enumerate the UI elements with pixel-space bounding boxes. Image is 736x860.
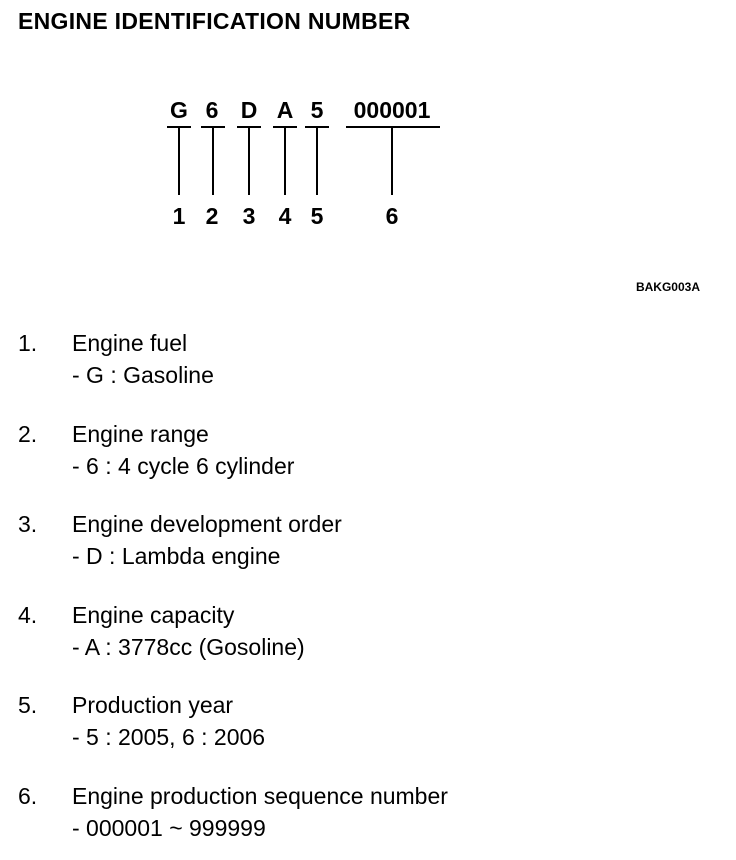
code-char-fuel: G [170, 97, 188, 123]
position-number: 1 [172, 203, 186, 229]
item-description: - 5 : 2005, 6 : 2006 [72, 724, 266, 750]
position-number: 3 [242, 203, 256, 229]
item-label: Engine capacity [72, 602, 235, 628]
connector-line [248, 127, 250, 195]
item-description: - 000001 ~ 999999 [72, 815, 266, 841]
code-char-development-order: D [240, 97, 258, 123]
item-label: Production year [72, 692, 234, 718]
item-number: 1. [18, 330, 38, 356]
item-description: - G : Gasoline [72, 362, 214, 388]
position-number: 6 [385, 203, 399, 229]
connector-line [284, 127, 286, 195]
position-number: 5 [310, 203, 324, 229]
item-number: 6. [18, 783, 38, 809]
connector-line [212, 127, 214, 195]
item-number: 3. [18, 511, 38, 537]
item-number: 2. [18, 421, 38, 447]
connector-line [178, 127, 180, 195]
item-description: - 6 : 4 cycle 6 cylinder [72, 453, 295, 479]
item-label: Engine fuel [72, 330, 188, 356]
code-char-range: 6 [205, 97, 219, 123]
engine-number-diagram [0, 0, 736, 300]
position-number: 2 [205, 203, 219, 229]
tick-bar [346, 126, 440, 128]
figure-id: BAKG003A [635, 280, 700, 294]
connector-line [316, 127, 318, 195]
position-number: 4 [278, 203, 292, 229]
connector-line [391, 127, 393, 195]
code-char-capacity: A [276, 97, 294, 123]
item-label: Engine production sequence number [72, 783, 448, 809]
item-number: 5. [18, 692, 38, 718]
item-description: - D : Lambda engine [72, 543, 281, 569]
item-number: 4. [18, 602, 38, 628]
code-char-production-year: 5 [310, 97, 324, 123]
item-description: - A : 3778cc (Gosoline) [72, 634, 305, 660]
page-title: ENGINE IDENTIFICATION NUMBER [18, 8, 411, 34]
item-label: Engine range [72, 421, 209, 447]
item-label: Engine development order [72, 511, 342, 537]
code-sequence-number: 000001 [353, 97, 431, 123]
